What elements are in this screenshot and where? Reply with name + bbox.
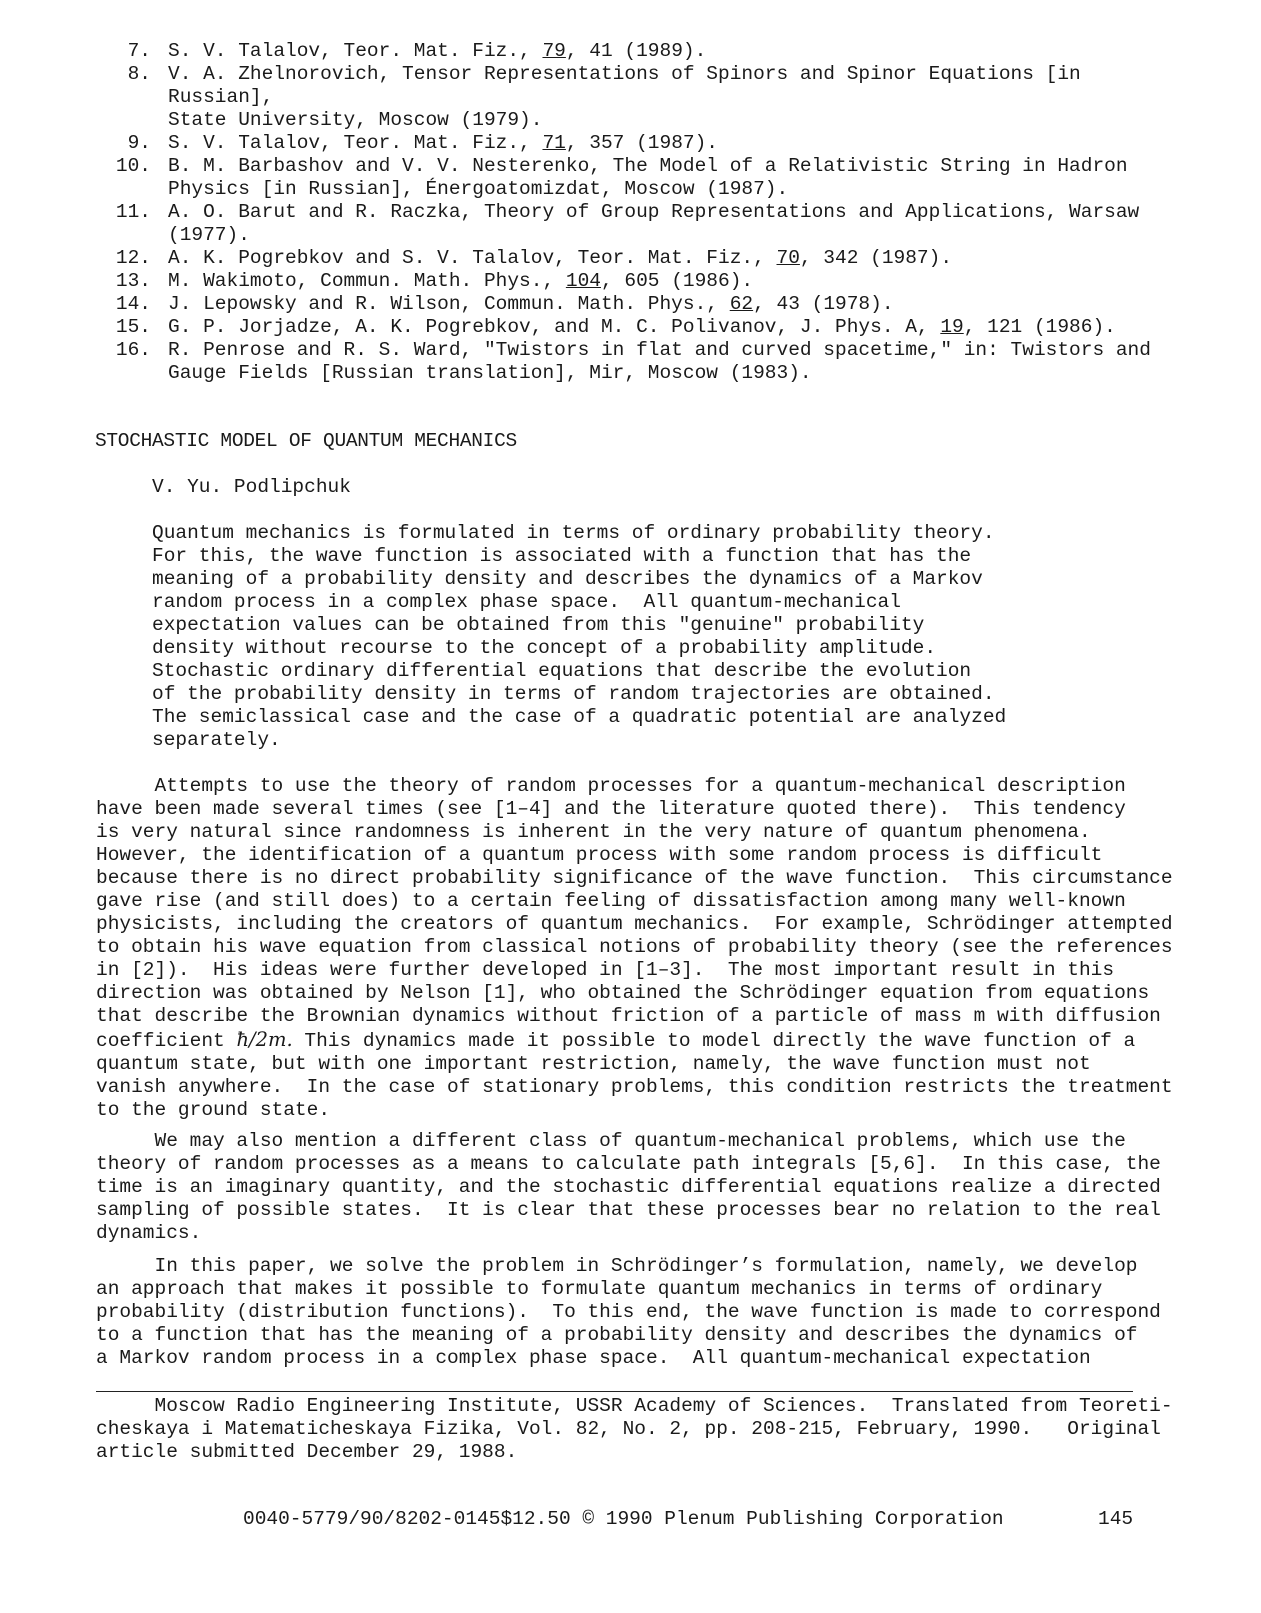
text-line: However, the identification of a quantum process with some random process is difficult bbox=[96, 844, 1103, 866]
reference-item bbox=[96, 132, 1196, 155]
reference-number: 8. bbox=[127, 63, 151, 85]
abstract-line: Stochastic ordinary differential equations that describe the evolution bbox=[152, 660, 972, 682]
reference-number: 13. bbox=[115, 270, 151, 292]
reference-item bbox=[96, 63, 1196, 132]
text-line: dynamics. bbox=[96, 1222, 202, 1244]
reference-text: G. P. Jorjadze, A. K. Pogrebkov, and M. C. Polivanov, J. Phys. A, 19, 121 (1986). bbox=[168, 316, 1116, 338]
reference-text: R. Penrose and R. S. Ward, "Twistors in flat and curved spacetime," in: Twistors and Gauge Fields [Russian translation], Mir, Moscow (1983). bbox=[168, 339, 1151, 384]
abstract-line: random process in a complex phase space. All quantum-mechanical bbox=[152, 591, 901, 613]
text-line: time is an imaginary quantity, and the stochastic differential equations realize a directed bbox=[96, 1176, 1161, 1198]
reference-item bbox=[96, 155, 1196, 201]
footnote-line: cheskaya i Matematicheskaya Fizika, Vol. 82, No. 2, pp. 208-215, February, 1990. Original bbox=[96, 1418, 1161, 1440]
text-line: because there is no direct probability significance of the wave function. This circumstance bbox=[96, 867, 1173, 889]
text-line: is very natural since randomness is inherent in the very nature of quantum phenomena. bbox=[96, 821, 1091, 843]
footnote-line: Moscow Radio Engineering Institute, USSR Academy of Sciences. Translated from Teoreti- bbox=[96, 1395, 1173, 1417]
abstract-line: The semiclassical case and the case of a quadratic potential are analyzed bbox=[152, 706, 1007, 728]
abstract bbox=[152, 522, 1007, 752]
diffusion-coefficient: ħ/2m. bbox=[236, 1028, 293, 1051]
footnote bbox=[96, 1395, 1173, 1464]
paragraph-1 bbox=[96, 775, 1173, 1122]
volume-number: 71 bbox=[542, 132, 566, 154]
text-line: probability (distribution functions). To this end, the wave function is made to correspond bbox=[96, 1301, 1161, 1323]
reference-number: 10. bbox=[115, 155, 151, 177]
reference-text: A. K. Pogrebkov and S. V. Talalov, Teor. Mat. Fiz., 70, 342 (1987). bbox=[168, 247, 953, 269]
reference-text: S. V. Talalov, Teor. Mat. Fiz., 71, 357 (1987). bbox=[168, 132, 718, 154]
text-line: coefficient ħ/2m. This dynamics made it possible to model directly the wave function of a bbox=[96, 1028, 1136, 1052]
reference-number: 14. bbox=[115, 293, 151, 315]
text-line: quantum state, but with one important restriction, namely, the wave function must not bbox=[96, 1053, 1091, 1075]
reference-item bbox=[96, 339, 1196, 385]
text-line: have been made several times (see [1–4] and the literature quoted there). This tendency bbox=[96, 798, 1126, 820]
reference-number: 9. bbox=[127, 132, 151, 154]
reference-item bbox=[96, 293, 1196, 316]
article-author: V. Yu. Podlipchuk bbox=[152, 476, 351, 498]
reference-number: 11. bbox=[115, 201, 151, 223]
abstract-line: of the probability density in terms of random trajectories are obtained. bbox=[152, 683, 995, 705]
abstract-line: Quantum mechanics is formulated in terms of ordinary probability theory. bbox=[152, 522, 995, 544]
text-line: vanish anywhere. In the case of stationary problems, this condition restricts the treatment bbox=[96, 1076, 1173, 1098]
reference-number: 12. bbox=[115, 247, 151, 269]
text-line: direction was obtained by Nelson [1], who obtained the Schrödinger equation from equations bbox=[96, 982, 1150, 1004]
volume-number: 19 bbox=[940, 316, 964, 338]
reference-text: B. M. Barbashov and V. V. Nesterenko, The Model of a Relativistic String in Hadron Physics [in Russian], Énergoatomizdat, Moscow (1987). bbox=[168, 155, 1128, 200]
reference-number: 16. bbox=[115, 339, 151, 361]
abstract-line: For this, the wave function is associated with a function that has the bbox=[152, 545, 972, 567]
footnote-line: article submitted December 29, 1988. bbox=[96, 1441, 518, 1463]
text-line: that describe the Brownian dynamics without friction of a particle of mass m with diffusion bbox=[96, 1005, 1161, 1027]
paragraph-3 bbox=[96, 1255, 1161, 1370]
article-title: STOCHASTIC MODEL OF QUANTUM MECHANICS bbox=[95, 430, 517, 452]
text-line: a Markov random process in a complex phase space. All quantum-mechanical expectation bbox=[96, 1347, 1091, 1369]
footnote-rule bbox=[96, 1391, 1133, 1392]
reference-text: M. Wakimoto, Commun. Math. Phys., 104, 605 (1986). bbox=[168, 270, 754, 292]
reference-number: 15. bbox=[115, 316, 151, 338]
text-line: to the ground state. bbox=[96, 1099, 331, 1121]
abstract-line: meaning of a probability density and describes the dynamics of a Markov bbox=[152, 568, 983, 590]
text-line: theory of random processes as a means to calculate path integrals [5,6]. In this case, the bbox=[96, 1153, 1161, 1175]
reference-item bbox=[96, 247, 1196, 270]
copyright-line: 0040-5779/90/8202-0145$12.50 © 1990 Plenum Publishing Corporation bbox=[243, 1508, 1004, 1530]
text-line: We may also mention a different class of quantum-mechanical problems, which use the bbox=[96, 1130, 1126, 1152]
text-line: an approach that makes it possible to formulate quantum mechanics in terms of ordinary bbox=[96, 1278, 1103, 1300]
text-line: in [2]). His ideas were further developed in [1–3]. The most important result in this bbox=[96, 959, 1115, 981]
abstract-line: separately. bbox=[152, 729, 281, 751]
reference-number: 7. bbox=[127, 40, 151, 62]
reference-item bbox=[96, 40, 1196, 63]
text-line: to obtain his wave equation from classical notions of probability theory (see the references bbox=[96, 936, 1173, 958]
page-number: 145 bbox=[1098, 1508, 1134, 1530]
volume-number: 62 bbox=[729, 293, 754, 315]
text-line: to a function that has the meaning of a probability density and describes the dynamics of bbox=[96, 1324, 1138, 1346]
paragraph-2 bbox=[96, 1130, 1161, 1245]
abstract-line: density without recourse to the concept of a probability amplitude. bbox=[152, 637, 937, 659]
reference-text: V. A. Zhelnorovich, Tensor Representations of Spinors and Spinor Equations [in Russian], State University, Moscow (1979). bbox=[168, 63, 1081, 131]
volume-number: 104 bbox=[565, 270, 601, 292]
text-line: Attempts to use the theory of random processes for a quantum-mechanical description bbox=[96, 775, 1126, 797]
text-line: physicists, including the creators of quantum mechanics. For example, Schrödinger attempted bbox=[96, 913, 1173, 935]
volume-number: 79 bbox=[542, 40, 566, 62]
abstract-line: expectation values can be obtained from this "genuine" probability bbox=[152, 614, 925, 636]
reference-text: A. O. Barut and R. Raczka, Theory of Group Representations and Applications, Warsaw (1977). bbox=[168, 201, 1140, 246]
reference-text: J. Lepowsky and R. Wilson, Commun. Math. Phys., 62, 43 (1978). bbox=[168, 293, 894, 315]
volume-number: 70 bbox=[776, 247, 800, 269]
reference-text: S. V. Talalov, Teor. Mat. Fiz., 79, 41 (1989). bbox=[168, 40, 707, 62]
text-line: In this paper, we solve the problem in Schrödinger’s formulation, namely, we develop bbox=[96, 1255, 1138, 1277]
reference-item bbox=[96, 316, 1196, 339]
reference-list bbox=[96, 40, 1196, 385]
reference-item bbox=[96, 201, 1196, 247]
text-line: sampling of possible states. It is clear that these processes bear no relation to the real bbox=[96, 1199, 1161, 1221]
text-line: gave rise (and still does) to a certain feeling of dissatisfaction among many well-known bbox=[96, 890, 1126, 912]
reference-item bbox=[96, 270, 1196, 293]
